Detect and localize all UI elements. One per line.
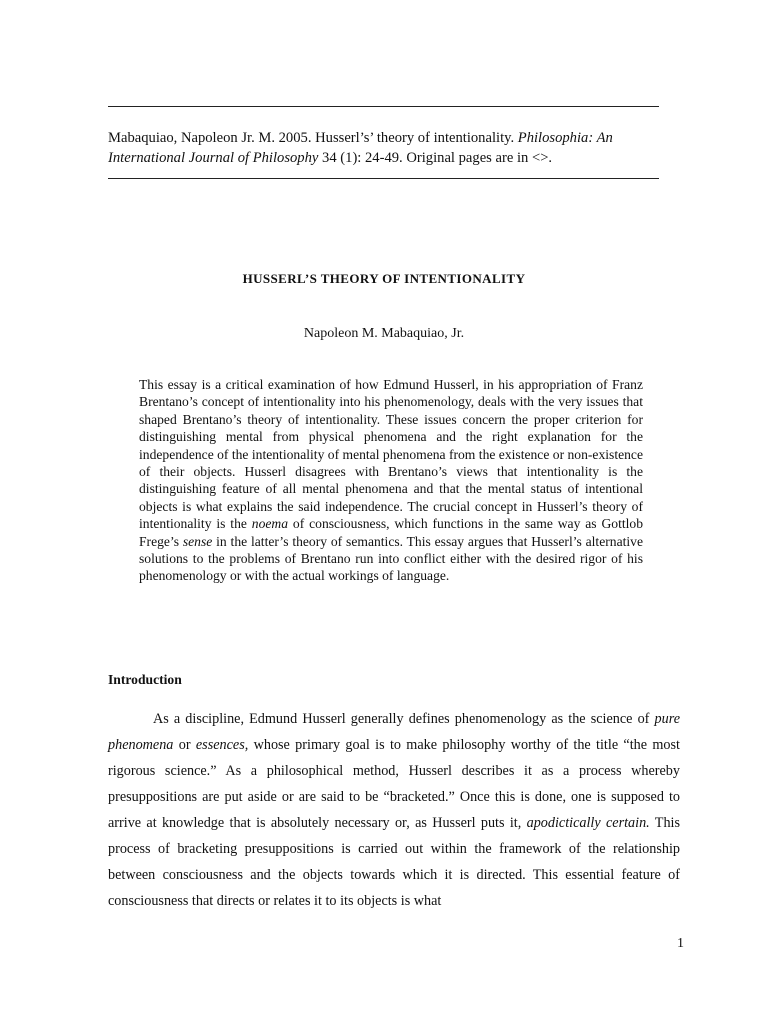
body-apodictically: apodictically certain. — [526, 815, 650, 831]
body-or: or — [173, 737, 196, 753]
body-text-2: whose primary goal is to make philosophy worthy of the title “the most rigorous science.” As a philosophical method, Husserl describes it as a process whereby presuppositions are put aside or are said to be “bracketed.” Once this is done, one is supposed to arrive at knowledge that is absolutely necessary or, as Husserl puts it, — [108, 737, 680, 831]
citation-authors: Mabaquiao, Napoleon Jr. M. 2005. Husserl’s’ theory of intentionality. — [108, 130, 518, 146]
citation-details: 34 (1): 24-49. Original pages are in <>. — [318, 150, 553, 166]
top-rule — [108, 106, 659, 107]
abstract-text-3: in the latter’s theory of semantics. This essay argues that Husserl’s alternative solutions to the problems of Brentano run into conflict either with the desired rigor of his phenomenology or with the actual workings of language. — [139, 533, 643, 584]
paper-title: HUSSERL’S THEORY OF INTENTIONALITY — [242, 271, 526, 286]
abstract — [139, 376, 643, 585]
bottom-rule — [108, 178, 659, 179]
abstract-sense: sense — [182, 533, 213, 549]
journal-title: Philosophia: An International Journal of Philosophy — [108, 130, 613, 166]
page-number: 1 — [677, 936, 684, 951]
body-paragraph — [108, 706, 680, 914]
body-text-3: This process of bracketing presuppositions is carried out within the framework of the relationship between consciousness and the objects towards which it is directed. This essential feature of consciousness that directs or relates it to its objects is what — [108, 815, 680, 909]
abstract-noema: noema — [251, 516, 289, 532]
body-essences: essences, — [195, 737, 249, 753]
abstract-text-1: This essay is a critical examination of how Edmund Husserl, in his appropriation of Franz Brentano’s concept of intentionality into his phenomenology, deals with the very issues that shaped Brentano’s theory of intentionality. These issues concern the proper criterion for distinguishing mental from physical phenomena and the right explanation for the independence of the intentionality of mental phenomena from the existence or non-existence of their objects. Husserl disagrees with Brentano’s views that intentionality is the distinguishing feature of all mental phenomena and that the mental status of intentional objects is what explains the said independence. The crucial concept in Husserl’s theory of intentionality is the — [139, 377, 643, 532]
body-pure-phenomena: pure phenomena — [108, 711, 680, 753]
abstract-text-2: of consciousness, which functions in the same way as Gottlob Frege’s — [139, 516, 643, 549]
paper-author: Napoleon M. Mabaquiao, Jr. — [303, 326, 465, 341]
citation — [108, 128, 668, 168]
section-heading: Introduction — [108, 672, 182, 687]
body-text-1: As a discipline, Edmund Husserl generally defines phenomenology as the science of — [153, 711, 655, 727]
